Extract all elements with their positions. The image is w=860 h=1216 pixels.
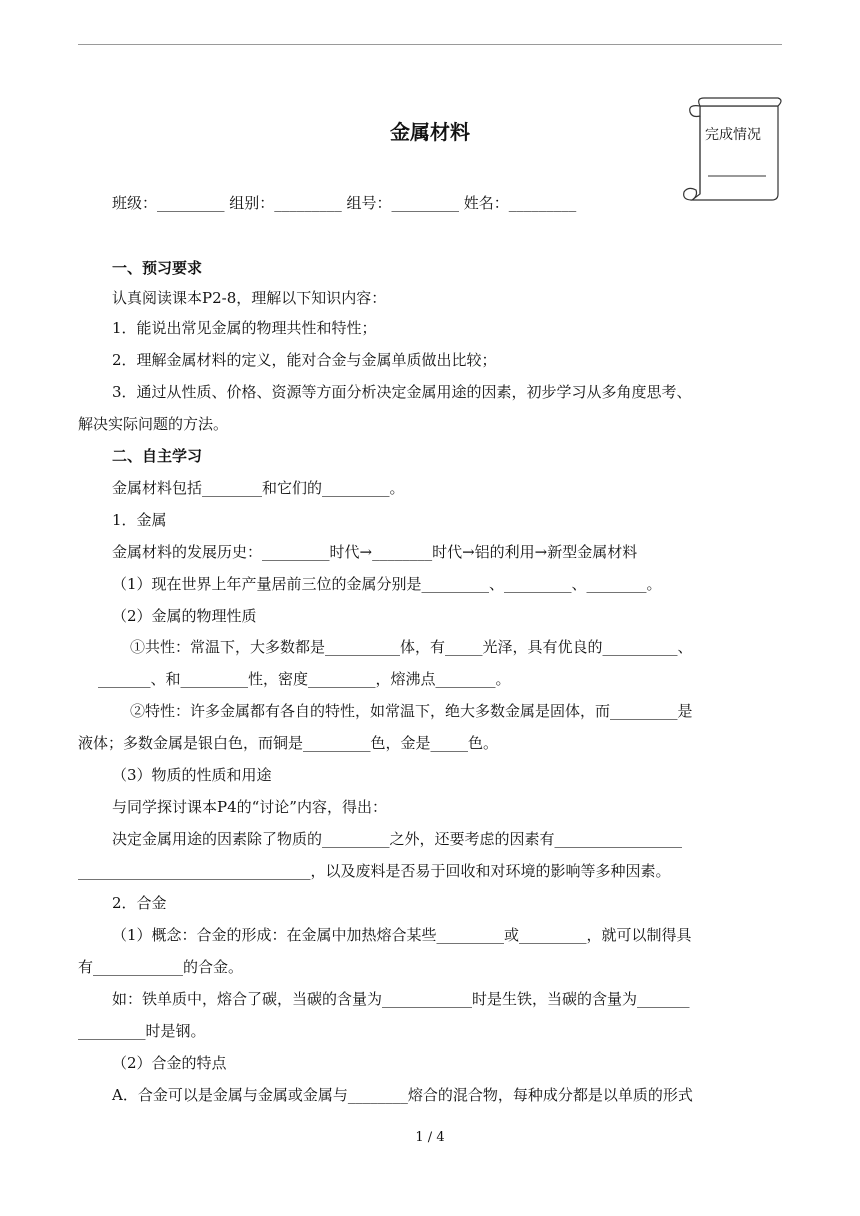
section2-line: 金属材料包括________和它们的_________。 [112,479,405,497]
header-rule [78,44,782,45]
section2-line: _______、和_________性，密度_________，熔沸点________。 [98,670,511,688]
student-info-line: 班级：_________ 组别：_________ 组号：_________ 姓名：_________ [112,194,577,212]
section2-line: 决定金属用途的因素除了物质的_________之外，还要考虑的因素有_________________ [112,830,683,848]
section2-line: 液体；多数金属是银白色，而铜是_________色，金是_____色。 [78,734,499,752]
section1-item: 解决实际问题的方法。 [78,415,229,433]
section2-line: A．合金可以是金属与金属或金属与________熔合的混合物，每种成分都是以单质的形式 [112,1086,693,1104]
section2-line: （2）金属的物理性质 [112,607,257,625]
section2-line: 如：铁单质中，熔合了碳，当碳的含量为____________时是生铁，当碳的含量为_______ [112,990,690,1008]
page-title: 金属材料 [390,120,470,144]
section1-item: 1．能说出常见金属的物理共性和特性； [112,319,377,337]
section2-line: 1．金属 [112,511,167,529]
section2-heading: 二、自主学习 [112,447,203,465]
section2-line: _______________________________，以及废料是否易于回收和对环境的影响等多种因素。 [78,862,671,880]
section2-line: 2．合金 [112,894,167,912]
section2-line: （3）物质的性质和用途 [112,766,272,784]
section2-line: 有____________的合金。 [78,958,244,976]
page-number: 1 / 4 [415,1130,445,1145]
section1-item: 2．理解金属材料的定义，能对合金与金属单质做出比较； [112,351,497,369]
section2-line: 与同学探讨课本P4的“讨论”内容，得出： [112,798,387,816]
completion-label: 完成情况 [705,127,761,143]
section2-line: （1）概念：合金的形成：在金属中加热熔合某些_________或_________，就可以制得具 [112,926,692,944]
scroll-icon [678,96,786,208]
section2-line: 金属材料的发展历史：_________时代→________时代→铝的利用→新型金属材料 [112,543,638,561]
section2-line: _________时是钢。 [78,1022,206,1040]
section1-heading: 一、预习要求 [112,259,203,277]
section2-line: （2）合金的特点 [112,1054,227,1072]
section1-intro: 认真阅读课本P2-8，理解以下知识内容： [112,289,387,307]
section2-line: （1）现在世界上年产量居前三位的金属分别是_________、_________、________。 [112,575,662,593]
section2-line: ①共性：常温下，大多数都是__________体，有_____光泽，具有优良的__________、 [130,638,693,656]
section2-line: ②特性：许多金属都有各自的特性，如常温下，绝大多数金属是固体，而_________是 [130,702,693,720]
section1-item: 3．通过从性质、价格、资源等方面分析决定金属用途的因素，初步学习从多角度思考、 [112,383,692,401]
